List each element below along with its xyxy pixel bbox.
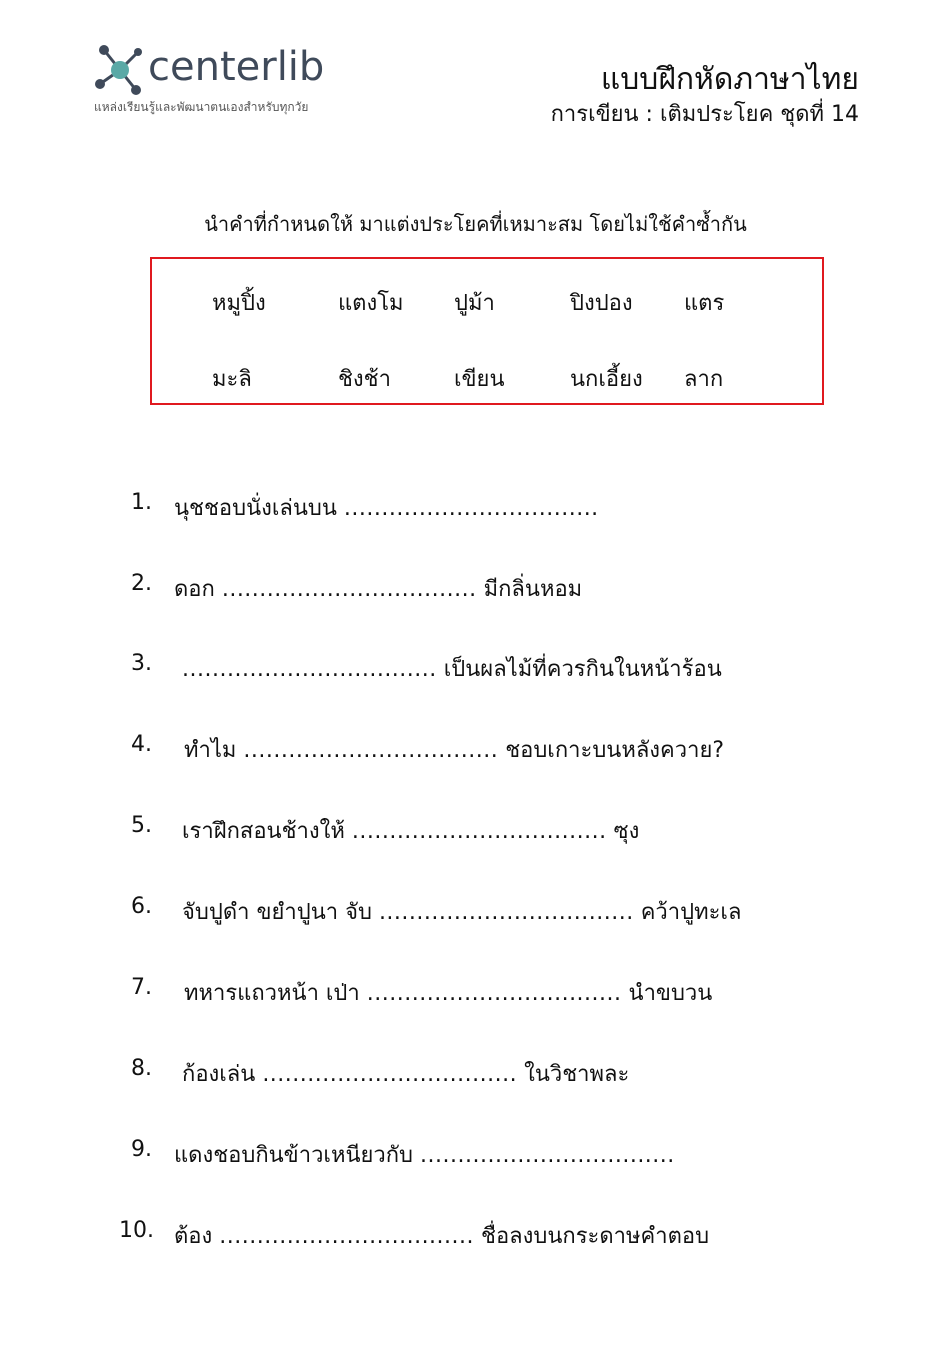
word-bank-item: ปูม้า: [454, 291, 495, 316]
question-text-before: ทำไม: [184, 738, 244, 763]
question-text-after: มีกลิ่นหอม: [476, 577, 583, 602]
question-item: [174, 1137, 675, 1172]
question-text-after: ในวิชาพละ: [517, 1062, 630, 1087]
question-item: [182, 1056, 629, 1091]
question-number: 3.: [131, 651, 152, 676]
question-text-after: ชื่อลงบนกระดาษคำตอบ: [474, 1224, 710, 1249]
question-number: 10.: [119, 1218, 154, 1243]
word-bank-item: ชิงช้า: [338, 367, 391, 392]
word-bank-item: ลาก: [684, 367, 724, 392]
question-number: 5.: [131, 813, 152, 838]
answer-blank[interactable]: ..................................: [221, 577, 477, 602]
question-item: [174, 571, 582, 606]
answer-blank[interactable]: ..................................: [351, 819, 607, 844]
question-text-after: ชอบเกาะบนหลังควาย?: [498, 738, 725, 763]
question-number: 6.: [131, 894, 152, 919]
question-text-before: ดอก: [174, 577, 222, 602]
word-bank-item: นกเอี้ยง: [570, 367, 643, 392]
word-bank-item: แตร: [684, 291, 725, 316]
question-text-before: เราฝึกสอนช้างให้: [182, 819, 352, 844]
answer-blank[interactable]: ..................................: [420, 1143, 675, 1168]
instruction-text: นำคำที่กำหนดให้ มาแต่งประโยคที่เหมาะสม โดยไม่ใช้คำซ้ำกัน: [204, 212, 747, 236]
word-bank-item: เขียน: [454, 367, 505, 392]
question-text-before: ต้อง: [174, 1224, 220, 1249]
worksheet-title: แบบฝึกหัดภาษาไทย: [600, 62, 859, 97]
question-item: [182, 813, 639, 848]
question-item: [184, 975, 712, 1010]
question-text-after: นำขบวน: [621, 981, 713, 1006]
answer-blank[interactable]: ..................................: [343, 496, 599, 521]
answer-blank[interactable]: ..................................: [219, 1224, 475, 1249]
worksheet-subtitle: การเขียน : เติมประโยค ชุดที่ 14: [550, 102, 859, 127]
answer-blank[interactable]: ..................................: [366, 981, 622, 1006]
question-number: 2.: [131, 571, 152, 596]
logo-wordmark: centerlib: [148, 44, 325, 90]
centerlib-logo: [90, 40, 350, 120]
answer-blank[interactable]: ..................................: [243, 738, 499, 763]
question-text-after: เป็นผลไม้ที่ควรกินในหน้าร้อน: [436, 657, 722, 682]
question-item: [184, 732, 724, 767]
logo-tagline: แหล่งเรียนรู้และพัฒนาตนเองสำหรับทุกวัย: [94, 100, 309, 114]
answer-blank[interactable]: ..................................: [262, 1062, 518, 1087]
question-text-before: แดงชอบกินข้าวเหนียวกับ: [174, 1143, 421, 1168]
question-number: 7.: [131, 975, 152, 1000]
question-number: 4.: [131, 732, 152, 757]
question-text-before: จับปูดำ ขยำปูนา จับ: [182, 900, 379, 925]
word-bank-item: ปิงปอง: [570, 291, 633, 316]
question-text-after: คว้าปูทะเล: [633, 900, 742, 925]
question-item: [174, 1218, 709, 1253]
question-text-before: ก้องเล่น: [182, 1062, 263, 1087]
word-bank-item: มะลิ: [212, 367, 252, 392]
word-bank-box: [150, 257, 824, 405]
question-text-before: นุชชอบนั่งเล่นบน: [174, 496, 344, 521]
question-text-after: ซุง: [606, 819, 640, 844]
word-bank-item: หมูปิ้ง: [212, 291, 266, 316]
network-logo-icon: [90, 40, 150, 100]
worksheet-title-block: [551, 60, 859, 130]
question-number: 9.: [131, 1137, 152, 1162]
answer-blank[interactable]: ..................................: [182, 657, 437, 682]
question-text-before: ทหารแถวหน้า เป่า: [184, 981, 367, 1006]
question-number: 8.: [131, 1056, 152, 1081]
question-number: 1.: [131, 490, 152, 515]
word-bank-item: แตงโม: [338, 291, 404, 316]
answer-blank[interactable]: ..................................: [378, 900, 634, 925]
question-item: [182, 651, 722, 686]
question-item: [174, 490, 599, 525]
question-item: [182, 894, 741, 929]
